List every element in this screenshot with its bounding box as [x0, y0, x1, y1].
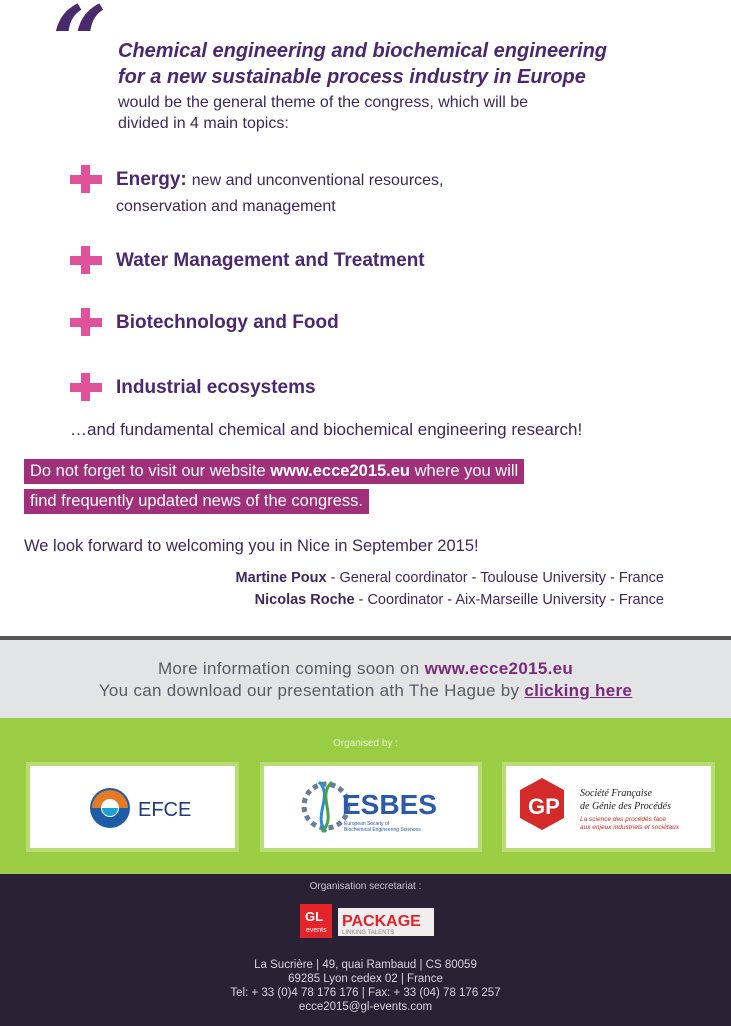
intro-title-line2: for a new sustainable process industry in Europe [118, 66, 586, 88]
quote-icon: “ [52, 0, 108, 98]
website-notice-line1 [24, 459, 524, 484]
website-notice-line2: find frequently updated news of the congress. [24, 489, 369, 514]
intro-title [118, 38, 708, 90]
intro-block [118, 38, 708, 134]
info-prefix: More information coming soon on [157, 659, 425, 678]
esbes-logo[interactable] [264, 766, 478, 848]
plus-icon [70, 373, 102, 401]
sfgp-logo[interactable] [506, 766, 711, 848]
notice-suffix: where you will [410, 462, 519, 480]
signature-roche [255, 592, 664, 608]
topic-title: Biotechnology and Food [116, 312, 339, 333]
secretariat-label: Organisation secretariat : [309, 881, 422, 892]
topic-title: Energy: [116, 169, 187, 190]
topic-title: Water Management and Treatment [116, 250, 425, 271]
topic-water [70, 248, 425, 274]
intro-body [118, 92, 708, 134]
topic-industrial [70, 375, 316, 401]
gl-sub-text: events [306, 927, 327, 934]
info-line2 [0, 680, 731, 702]
efce-text: EFCE [138, 799, 192, 821]
plus-icon [70, 308, 102, 336]
info-prefix: You can download our presentation ath The Hague by [98, 681, 525, 700]
esbes-text: ESBES [342, 789, 437, 820]
topic-desc-line2: conservation and management [116, 198, 336, 215]
info-website-link[interactable]: www.ecce2015.eu [424, 659, 574, 678]
sfgp-line2: de Génie des Procédés [580, 801, 671, 812]
organisers-band [0, 718, 731, 874]
address-line1: La Sucrière | 49, quai Rambaud | CS 80059 [254, 959, 477, 971]
efce-logo[interactable] [30, 766, 235, 848]
sfgp-tag2: aux enjeux industriels et sociétaux [580, 824, 680, 831]
esbes-sub1: European Society of [344, 821, 390, 827]
info-band [0, 636, 731, 718]
research-line: …and fundamental chemical and biochemical engineering research! [70, 420, 583, 439]
signature-role: - General coordinator - Toulouse University - France [326, 570, 664, 586]
info-line1 [0, 658, 731, 680]
address-line3: Tel: + 33 (0)4 78 176 176 | Fax: + 33 (04) 78 176 257 [230, 987, 501, 999]
topic-title: Industrial ecosystems [116, 377, 316, 398]
intro-body-line1: would be the general theme of the congress, which will be [118, 94, 529, 111]
gl-events-logo-icon [300, 904, 332, 938]
signature-role: - Coordinator - Aix-Marseille University - France [354, 592, 664, 608]
clicking-here-link[interactable]: clicking here [524, 681, 633, 700]
intro-body-line2: divided in 4 main topics: [118, 115, 289, 132]
forward-text: We look forward to welcoming you in Nice in September 2015! [24, 537, 479, 555]
sfgp-logo-icon [506, 766, 711, 848]
package-text: PACKAGE [342, 913, 421, 930]
notice-prefix: Do not forget to visit our website [30, 462, 271, 480]
gl-text: GL [305, 909, 324, 924]
website-link[interactable]: www.ecce2015.eu [270, 462, 411, 480]
signature-poux [236, 570, 664, 586]
secretariat-logos [298, 902, 438, 942]
address-email[interactable]: ecce2015@gl-events.com [298, 1001, 433, 1013]
plus-icon [70, 165, 102, 193]
topic-energy [70, 167, 443, 219]
svg-text:GP: GP [528, 794, 560, 819]
topic-text [116, 167, 443, 219]
esbes-sub2: Biochemical Engineering Sciences [344, 827, 421, 833]
secretariat-band [0, 874, 731, 1026]
signature-name: Nicolas Roche [254, 592, 355, 608]
package-sub-text: LINKING TALENTS [342, 930, 395, 936]
signature-name: Martine Poux [235, 570, 327, 586]
address-block [0, 958, 731, 1014]
intro-title-line1: Chemical engineering and biochemical engineering [118, 40, 608, 62]
organised-by-label: Organised by : [332, 738, 399, 749]
efce-logo-icon [30, 766, 235, 848]
esbes-logo-icon [264, 766, 478, 848]
sfgp-line1: Société Française [580, 788, 652, 799]
topic-desc-line1: new and unconventional resources, [191, 172, 444, 189]
sfgp-tag1: La science des procédés face [580, 816, 666, 823]
package-logo-icon [338, 908, 434, 936]
topic-biotech [70, 310, 339, 336]
plus-icon [70, 246, 102, 274]
address-line2: 69285 Lyon cedex 02 | France [288, 973, 443, 985]
